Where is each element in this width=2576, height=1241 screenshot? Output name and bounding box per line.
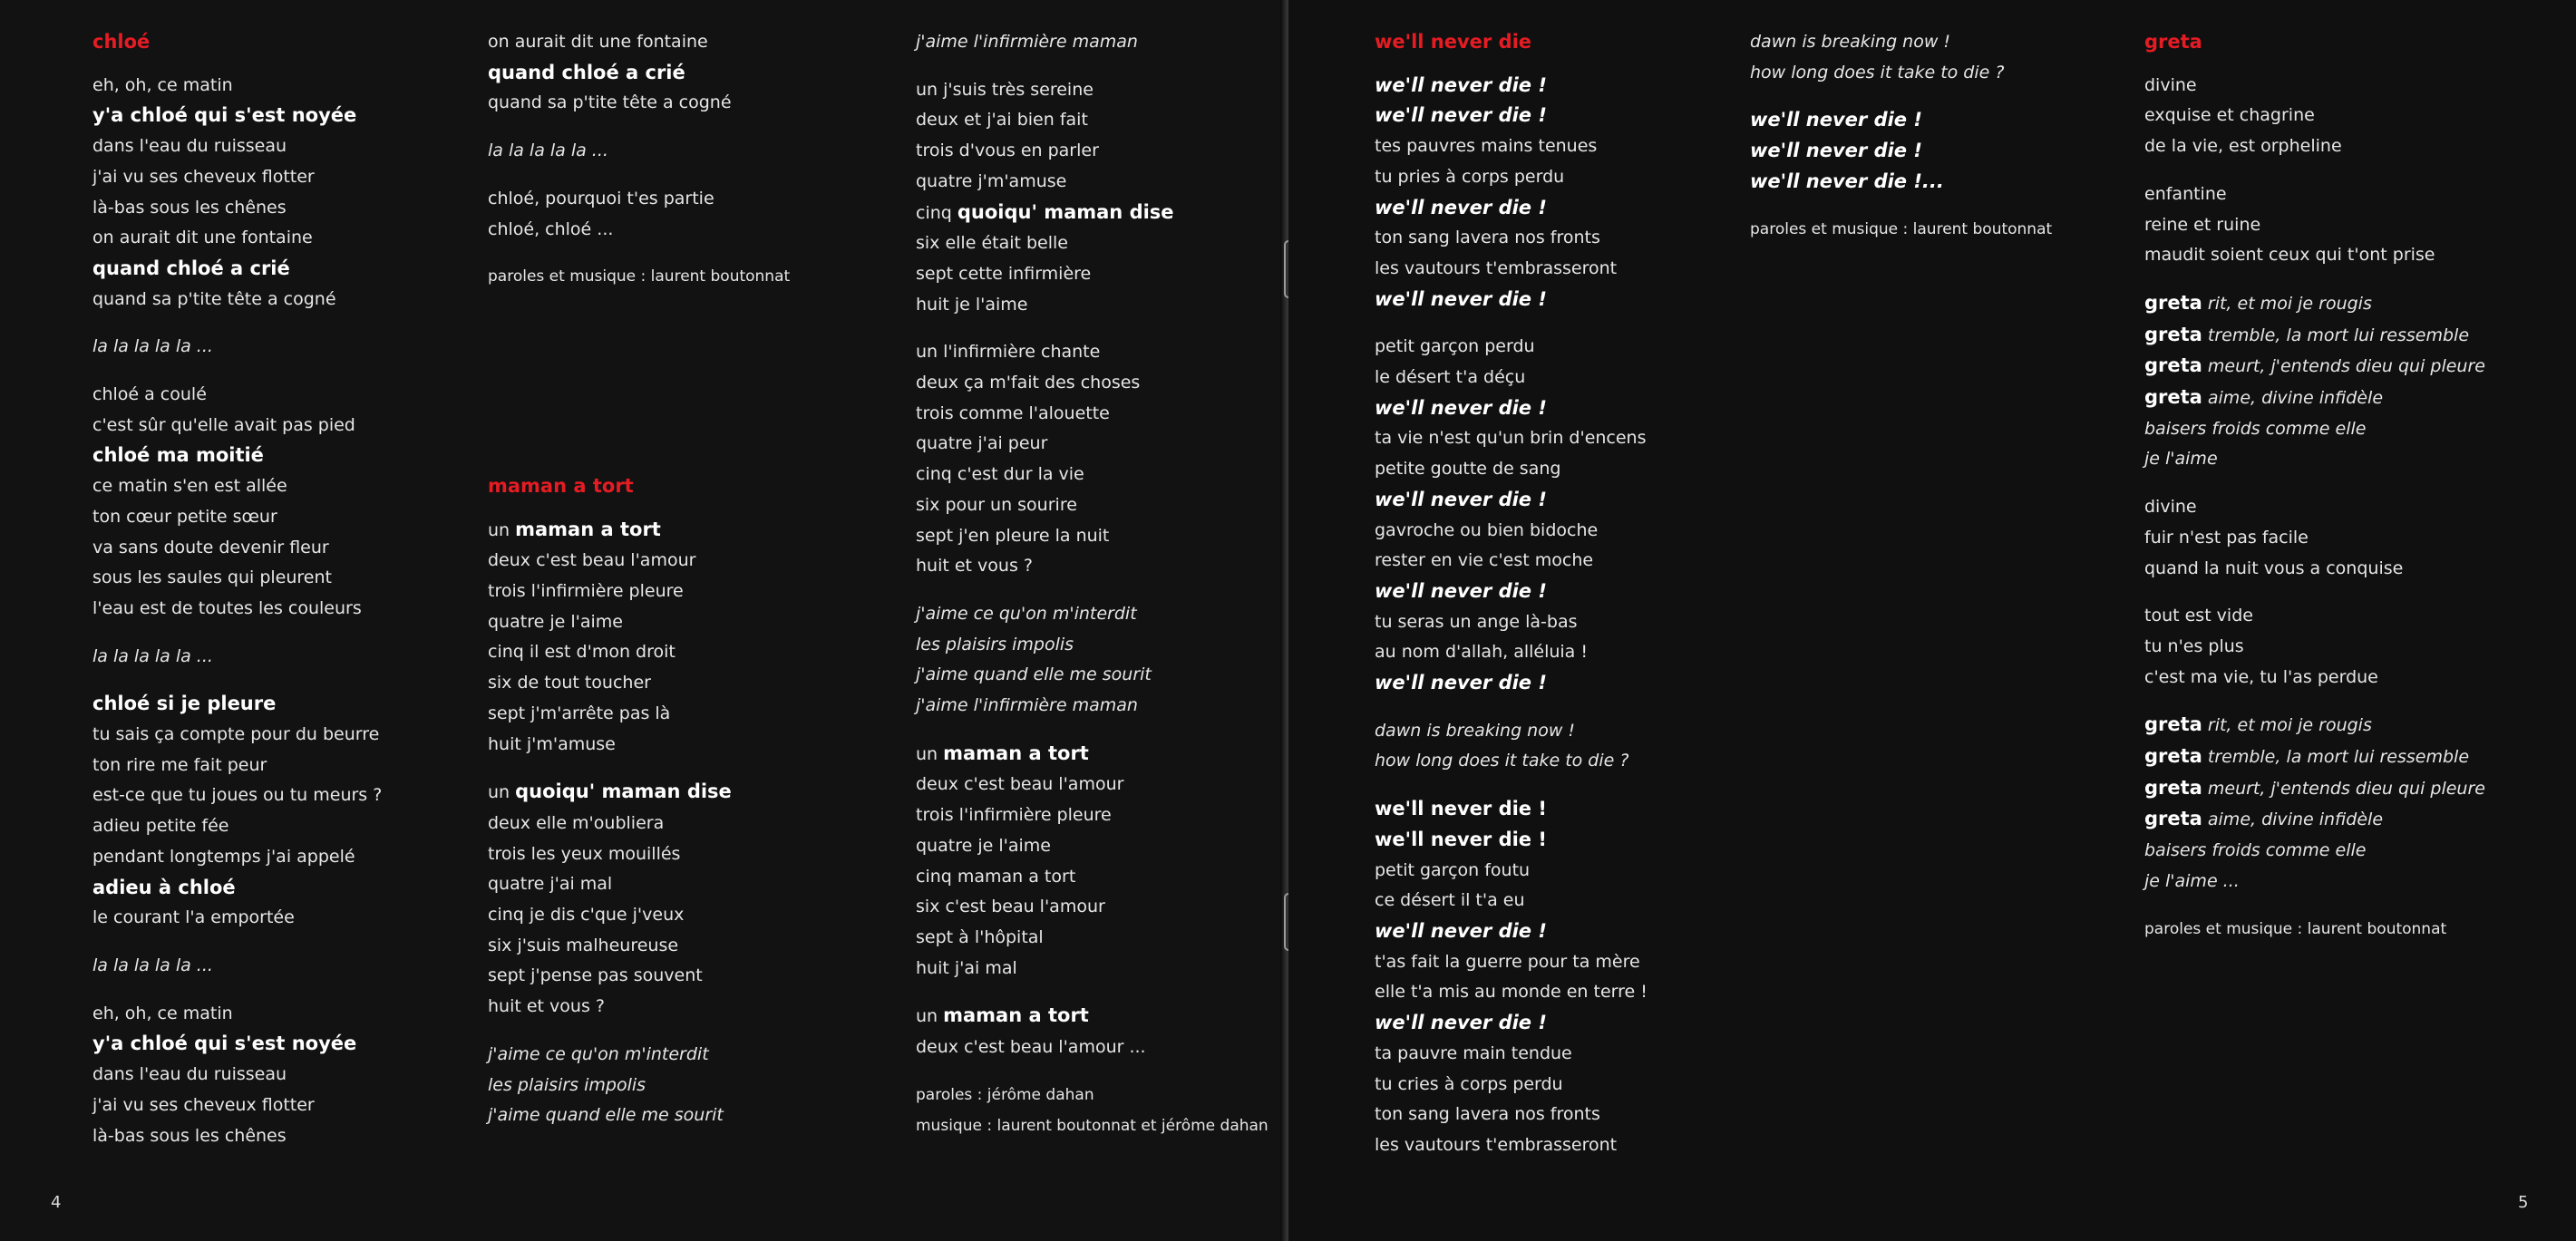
lyric-fragment: un: [916, 743, 944, 764]
lyric-fragment: aime, divine infidèle: [2202, 810, 2384, 830]
stanza: [92, 999, 491, 1152]
lyric-line: trois d'vous en parler: [916, 141, 1099, 161]
lyric-line: tu seras un ange là-bas: [1375, 611, 1578, 632]
lyric-line: les plaisirs impolis: [488, 1074, 646, 1095]
lyric-bold-fragment: quoiqu' maman dise: [515, 780, 732, 803]
lyric-line: la la la la la ...: [92, 955, 213, 975]
lyric-line: j'ai vu ses cheveux flotter: [92, 166, 315, 187]
lyric-line: [2144, 773, 2543, 805]
page-number-right: 5: [2518, 1193, 2529, 1212]
lyrics-column-chloe: [92, 27, 491, 1168]
lyric-bold-fragment: greta: [2144, 386, 2202, 409]
stanza: [2144, 915, 2543, 945]
lyric-bold-fragment: greta: [2144, 713, 2202, 736]
lyrics-column-maman-a-tort-continued: [916, 27, 1315, 1159]
stanza: [916, 1001, 1315, 1062]
lyric-line: how long does it take to die ?: [1750, 62, 2005, 82]
lyric-line: we'll never die !: [1375, 196, 1547, 218]
lyric-line: chloé a coulé: [92, 384, 207, 405]
lyric-line: dans l'eau du ruisseau: [92, 136, 287, 157]
lyric-line: c'est sûr qu'elle avait pas pied: [92, 414, 355, 435]
lyrics-blocks: [92, 71, 491, 1152]
lyric-line: cinq maman a tort: [916, 866, 1076, 887]
lyric-line: ton sang lavera nos fronts: [1375, 228, 1600, 248]
stanza: [92, 332, 491, 363]
lyric-line: [2144, 804, 2543, 836]
lyric-line: quatre j'm'amuse: [916, 170, 1067, 191]
lyric-line: [2144, 710, 2543, 742]
lyric-line: quand sa p'tite tête a cogné: [488, 92, 732, 113]
lyrics-blocks: [488, 515, 887, 1131]
stanza: [488, 515, 887, 761]
lyric-line: les vautours t'embrasseront: [1375, 1134, 1618, 1155]
lyric-line: paroles et musique : laurent boutonnat: [2144, 919, 2447, 938]
lyric-line: paroles et musique : laurent boutonnat: [1750, 219, 2053, 238]
lyric-line: j'aime ce qu'on m'interdit: [916, 603, 1137, 624]
lyric-line: tout est vide: [2144, 606, 2253, 626]
lyric-fragment: cinq: [916, 202, 957, 223]
lyric-line: j'aime l'infirmière maman: [916, 32, 1138, 52]
stanza: [2144, 492, 2543, 584]
song-title-well-never-die: we'll never die: [1375, 31, 1532, 53]
lyric-line: deux c'est beau l'amour: [916, 774, 1124, 795]
lyric-line: quatre je l'aime: [916, 835, 1051, 856]
lyric-line: quand chloé a crié: [488, 61, 685, 83]
lyric-line: huit je l'aime: [916, 294, 1028, 315]
lyric-line: chloé ma moitié: [92, 444, 264, 467]
lyric-bold-fragment: maman a tort: [943, 1004, 1089, 1027]
lyric-line: we'll never die !: [1375, 488, 1547, 510]
lyric-line: gavroche ou bien bidoche: [1375, 519, 1599, 540]
stanza: [916, 1081, 1315, 1141]
lyric-line: rester en vie c'est moche: [1375, 550, 1594, 571]
lyric-line: six de tout toucher: [488, 673, 651, 693]
lyric-line: how long does it take to die ?: [1375, 751, 1629, 771]
lyric-line: we'll never die !: [1375, 828, 1547, 850]
lyric-line: ta vie n'est qu'un brin d'encens: [1375, 428, 1647, 449]
lyric-line: tes pauvres mains tenues: [1375, 136, 1598, 157]
lyric-line: huit j'ai mal: [916, 957, 1017, 978]
stanza: [488, 136, 887, 167]
lyric-line: au nom d'allah, alléluia !: [1375, 642, 1588, 663]
lyric-line: we'll never die !: [1750, 109, 1922, 131]
stanza: [92, 951, 491, 982]
lyric-line: on aurait dit une fontaine: [488, 32, 708, 52]
page-number-left: 4: [51, 1193, 62, 1212]
stanza: [2144, 601, 2543, 693]
lyric-line: we'll never die !: [1375, 579, 1547, 602]
lyric-line: cinq c'est dur la vie: [916, 464, 1084, 485]
stanza: [488, 262, 887, 293]
lyric-fragment: tremble, la mort lui ressemble: [2202, 747, 2470, 768]
lyric-line: we'll never die !...: [1750, 170, 1944, 192]
lyric-line: quatre j'ai mal: [488, 874, 613, 895]
lyrics-column-well-never-die-continued: [1750, 27, 2149, 262]
lyric-line: petit garçon foutu: [1375, 859, 1531, 880]
lyric-line: deux elle m'oubliera: [488, 812, 665, 833]
lyric-line: eh, oh, ce matin: [92, 1003, 233, 1023]
lyric-line: dawn is breaking now !: [1375, 720, 1576, 741]
lyric-line: la la la la la ...: [92, 645, 213, 666]
lyric-line: paroles : jérôme dahan: [916, 1085, 1094, 1104]
column-spacer: [488, 310, 887, 471]
lyric-line: [2144, 742, 2543, 773]
lyric-line: je l'aime: [2144, 449, 2218, 470]
lyric-line: huit j'm'amuse: [488, 733, 616, 754]
lyric-fragment: aime, divine infidèle: [2202, 388, 2384, 409]
lyrics-column-greta: [2144, 27, 2543, 962]
lyric-line: tu sais ça compte pour du beurre: [92, 724, 380, 745]
song-title-chloe: chloé: [92, 31, 151, 53]
stanza: [1375, 71, 1774, 315]
lyric-line: ce matin s'en est allée: [92, 476, 287, 497]
lyric-line: we'll never die !: [1375, 919, 1547, 942]
lyric-line: j'aime quand elle me sourit: [488, 1105, 724, 1126]
lyrics-blocks: [488, 27, 887, 293]
lyric-line: quand chloé a crié: [92, 257, 290, 279]
lyric-line: j'aime quand elle me sourit: [916, 664, 1152, 685]
lyric-line: divine: [2144, 74, 2197, 95]
lyric-line: baisers froids comme elle: [2144, 840, 2367, 861]
lyric-line: un j'suis très sereine: [916, 79, 1094, 100]
stanza: [916, 599, 1315, 722]
lyric-line: le courant l'a emportée: [92, 907, 295, 928]
stanza: [1375, 332, 1774, 698]
lyric-line: les plaisirs impolis: [916, 634, 1074, 654]
lyric-bold-fragment: greta: [2144, 776, 2202, 799]
song-title-greta: greta: [2144, 31, 2202, 53]
lyric-line: six elle était belle: [916, 233, 1068, 254]
lyric-line: y'a chloé qui s'est noyée: [92, 1033, 357, 1055]
lyric-line: huit et vous ?: [916, 556, 1033, 577]
lyric-fragment: meurt, j'entends dieu qui pleure: [2202, 778, 2485, 799]
lyric-line: cinq il est d'mon droit: [488, 642, 676, 663]
lyric-line: j'aime ce qu'on m'interdit: [488, 1043, 709, 1064]
lyric-line: we'll never die !: [1750, 140, 1922, 162]
stanza: [92, 689, 491, 934]
booklet-page-right: [1288, 0, 2576, 1241]
lyric-line: sept j'en pleure la nuit: [916, 525, 1110, 546]
lyric-line: de la vie, est orpheline: [2144, 136, 2342, 157]
lyric-line: la la la la la ...: [488, 141, 608, 161]
lyrics-blocks: [2144, 71, 2543, 945]
lyric-line: ta pauvre main tendue: [1375, 1042, 1572, 1063]
stanza: [1375, 716, 1774, 777]
lyric-line: l'eau est de toutes les couleurs: [92, 597, 362, 618]
lyric-line: je l'aime ...: [2144, 870, 2240, 891]
lyric-bold-fragment: greta: [2144, 745, 2202, 768]
lyric-line: est-ce que tu joues ou tu meurs ?: [92, 785, 383, 806]
lyric-line: huit et vous ?: [488, 996, 605, 1017]
lyric-line: chloé, chloé ...: [488, 218, 614, 239]
lyrics-blocks: [1750, 27, 2149, 245]
lyric-bold-fragment: maman a tort: [515, 518, 661, 540]
stanza: [92, 71, 491, 315]
lyric-line: we'll never die !: [1375, 672, 1547, 694]
lyric-line: six pour un sourire: [916, 494, 1077, 515]
lyric-line: t'as fait la guerre pour ta mère: [1375, 951, 1640, 972]
lyric-line: we'll never die !: [1375, 396, 1547, 419]
lyric-line: [2144, 351, 2543, 383]
stanza: [916, 337, 1315, 582]
lyric-line: we'll never die !: [1375, 287, 1547, 310]
lyric-line: we'll never die !: [1375, 104, 1547, 127]
lyric-line: trois comme l'alouette: [916, 402, 1110, 423]
lyric-fragment: meurt, j'entends dieu qui pleure: [2202, 356, 2485, 377]
lyric-line: six c'est beau l'amour: [916, 897, 1105, 917]
lyric-line: va sans doute devenir fleur: [92, 537, 329, 557]
lyric-line: tu cries à corps perdu: [1375, 1073, 1563, 1094]
lyric-line: fuir n'est pas facile: [2144, 527, 2309, 548]
lyric-line: trois l'infirmière pleure: [916, 805, 1112, 826]
stanza: [488, 777, 887, 1023]
lyric-fragment: rit, et moi je rougis: [2202, 293, 2372, 314]
lyric-line: reine et ruine: [2144, 214, 2261, 235]
lyric-line: adieu petite fée: [92, 816, 229, 837]
lyric-bold-fragment: greta: [2144, 291, 2202, 314]
lyric-fragment: rit, et moi je rougis: [2202, 715, 2372, 736]
lyrics-column-chloe-continued: [488, 27, 887, 1149]
lyric-line: ton rire me fait peur: [92, 754, 267, 775]
lyric-bold-fragment: maman a tort: [943, 742, 1089, 764]
lyric-line: [488, 777, 887, 809]
lyric-line: un l'infirmière chante: [916, 342, 1101, 363]
lyric-line: trois l'infirmière pleure: [488, 581, 684, 602]
stanza: [488, 1040, 887, 1131]
lyric-fragment: un: [488, 782, 516, 803]
lyric-line: sept à l'hôpital: [916, 926, 1044, 947]
lyric-line: quatre j'ai peur: [916, 433, 1048, 454]
lyric-line: les vautours t'embrasseront: [1375, 257, 1618, 278]
lyric-line: sept j'm'arrête pas là: [488, 703, 671, 723]
lyric-line: trois les yeux mouillés: [488, 843, 681, 864]
lyric-line: musique : laurent boutonnat et jérôme dahan: [916, 1116, 1269, 1135]
lyric-line: petite goutte de sang: [1375, 459, 1561, 480]
lyric-line: là-bas sous les chênes: [92, 197, 287, 218]
lyric-line: ce désert il t'a eu: [1375, 890, 1525, 911]
lyric-line: cinq je dis c'que j'veux: [488, 905, 685, 926]
lyric-bold-fragment: greta: [2144, 323, 2202, 345]
stanza: [916, 739, 1315, 984]
lyrics-blocks: [1375, 71, 1774, 1161]
lyric-line: dans l'eau du ruisseau: [92, 1064, 287, 1085]
lyric-line: j'aime l'infirmière maman: [916, 695, 1138, 716]
stanza: [916, 27, 1315, 58]
lyric-line: sous les saules qui pleurent: [92, 567, 332, 588]
lyric-bold-fragment: greta: [2144, 354, 2202, 377]
lyric-line: dawn is breaking now !: [1750, 32, 1951, 52]
lyric-line: tu pries à corps perdu: [1375, 166, 1565, 187]
lyric-line: là-bas sous les chênes: [92, 1125, 287, 1146]
stanza: [1750, 105, 2149, 197]
stanza: [2144, 288, 2543, 475]
lyric-line: [2144, 288, 2543, 320]
lyric-fragment: un: [488, 519, 516, 540]
lyric-line: tu n'es plus: [2144, 635, 2244, 656]
lyric-line: chloé si je pleure: [92, 693, 277, 715]
stanza: [916, 75, 1315, 321]
stanza: [1750, 27, 2149, 88]
lyric-line: le désert t'a déçu: [1375, 367, 1526, 388]
lyrics-column-well-never-die: [1375, 27, 1774, 1178]
lyric-line: deux c'est beau l'amour: [488, 550, 696, 571]
lyric-line: deux et j'ai bien fait: [916, 110, 1088, 131]
lyric-line: deux ça m'fait des choses: [916, 373, 1141, 393]
lyric-line: [916, 198, 1315, 229]
lyric-line: enfantine: [2144, 183, 2227, 204]
stanza: [2144, 71, 2543, 162]
lyric-line: we'll never die !: [1375, 798, 1547, 820]
lyric-fragment: un: [916, 1006, 944, 1027]
lyric-line: [2144, 383, 2543, 414]
stanza: [2144, 710, 2543, 897]
lyric-line: exquise et chagrine: [2144, 105, 2315, 126]
lyric-line: j'ai vu ses cheveux flotter: [92, 1094, 315, 1115]
lyric-line: quand sa p'tite tête a cogné: [92, 288, 336, 309]
stanza: [92, 642, 491, 673]
lyric-line: six j'suis malheureuse: [488, 935, 679, 955]
stanza: [488, 27, 887, 119]
lyric-line: ton cœur petite sœur: [92, 506, 277, 527]
lyrics-blocks: [916, 27, 1315, 1141]
lyric-line: we'll never die !: [1375, 1012, 1547, 1034]
lyric-line: sept j'pense pas souvent: [488, 965, 703, 986]
lyric-line: quand la nuit vous a conquise: [2144, 557, 2404, 578]
lyric-line: on aurait dit une fontaine: [92, 228, 313, 248]
lyric-line: quatre je l'aime: [488, 611, 623, 632]
lyric-bold-fragment: greta: [2144, 808, 2202, 830]
stanza: [92, 380, 491, 625]
lyric-bold-fragment: quoiqu' maman dise: [957, 200, 1174, 223]
lyric-line: paroles et musique : laurent boutonnat: [488, 267, 791, 286]
lyric-line: ton sang lavera nos fronts: [1375, 1104, 1600, 1125]
lyric-line: c'est ma vie, tu l'as perdue: [2144, 666, 2378, 687]
lyric-line: maudit soient ceux qui t'ont prise: [2144, 245, 2435, 266]
lyric-line: we'll never die !: [1375, 73, 1547, 96]
lyric-line: baisers froids comme elle: [2144, 418, 2367, 439]
stanza: [488, 184, 887, 245]
lyric-line: adieu à chloé: [92, 876, 236, 898]
lyric-line: y'a chloé qui s'est noyée: [92, 104, 357, 127]
lyric-line: petit garçon perdu: [1375, 336, 1535, 357]
song-title-maman-a-tort: maman a tort: [488, 474, 634, 497]
lyric-line: [2144, 320, 2543, 352]
stanza: [2144, 179, 2543, 271]
lyric-line: chloé, pourquoi t'es partie: [488, 188, 714, 208]
lyric-line: pendant longtemps j'ai appelé: [92, 846, 355, 867]
lyric-line: divine: [2144, 497, 2197, 518]
lyric-line: [488, 515, 887, 547]
lyric-line: [916, 739, 1315, 771]
stanza: [1375, 794, 1774, 1160]
stanza: [1750, 215, 2149, 246]
lyric-line: elle t'a mis au monde en terre !: [1375, 982, 1648, 1003]
lyric-line: [916, 1001, 1315, 1033]
lyric-line: sept cette infirmière: [916, 263, 1092, 284]
lyric-fragment: tremble, la mort lui ressemble: [2202, 325, 2470, 345]
lyric-line: deux c'est beau l'amour ...: [916, 1037, 1146, 1058]
lyric-line: eh, oh, ce matin: [92, 74, 233, 95]
lyric-line: la la la la la ...: [92, 336, 213, 357]
